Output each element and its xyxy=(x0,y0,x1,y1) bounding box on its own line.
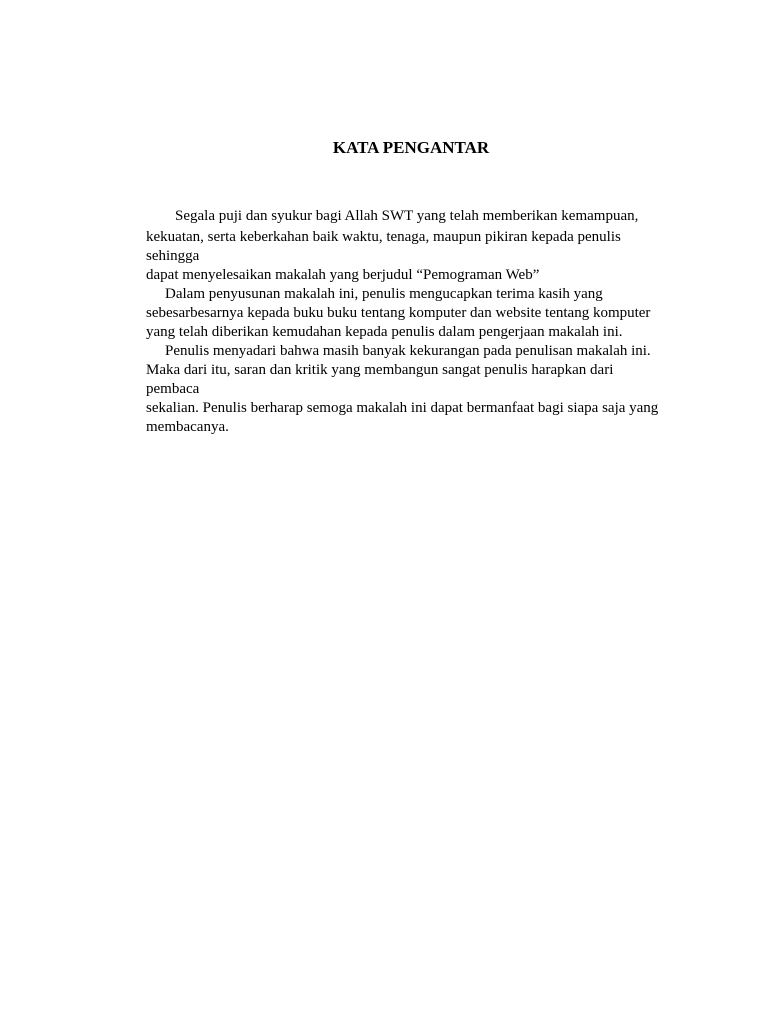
body-text xyxy=(146,207,706,437)
paragraph-line: sehingga xyxy=(146,248,200,264)
paragraph-line: pembaca xyxy=(146,381,200,397)
paragraph-line: sebesarbesarnya kepada buku buku tentang komputer dan website tentang komputer xyxy=(146,305,651,321)
paragraph-line: membacanya. xyxy=(146,419,229,435)
paragraph-line: yang telah diberikan kemudahan kepada penulis dalam pengerjaan makalah ini. xyxy=(146,324,623,340)
paragraph-line: dapat menyelesaikan makalah yang berjudul “Pemograman Web” xyxy=(146,267,540,283)
paragraph-line: Penulis menyadari bahwa masih banyak kekurangan pada penulisan makalah ini. xyxy=(165,343,651,359)
paragraph-line: kekuatan, serta keberkahan baik waktu, tenaga, maupun pikiran kepada penulis xyxy=(146,229,621,245)
paragraph-line: sekalian. Penulis berharap semoga makalah ini dapat bermanfaat bagi siapa saja yang xyxy=(146,400,659,416)
paragraph-line: Segala puji dan syukur bagi Allah SWT yang telah memberikan kemampuan, xyxy=(175,208,639,224)
page-title: KATA PENGANTAR xyxy=(332,138,490,157)
paragraph-line: Maka dari itu, saran dan kritik yang membangun sangat penulis harapkan dari xyxy=(146,362,614,378)
paragraph-line: Dalam penyusunan makalah ini, penulis mengucapkan terima kasih yang xyxy=(165,286,603,302)
